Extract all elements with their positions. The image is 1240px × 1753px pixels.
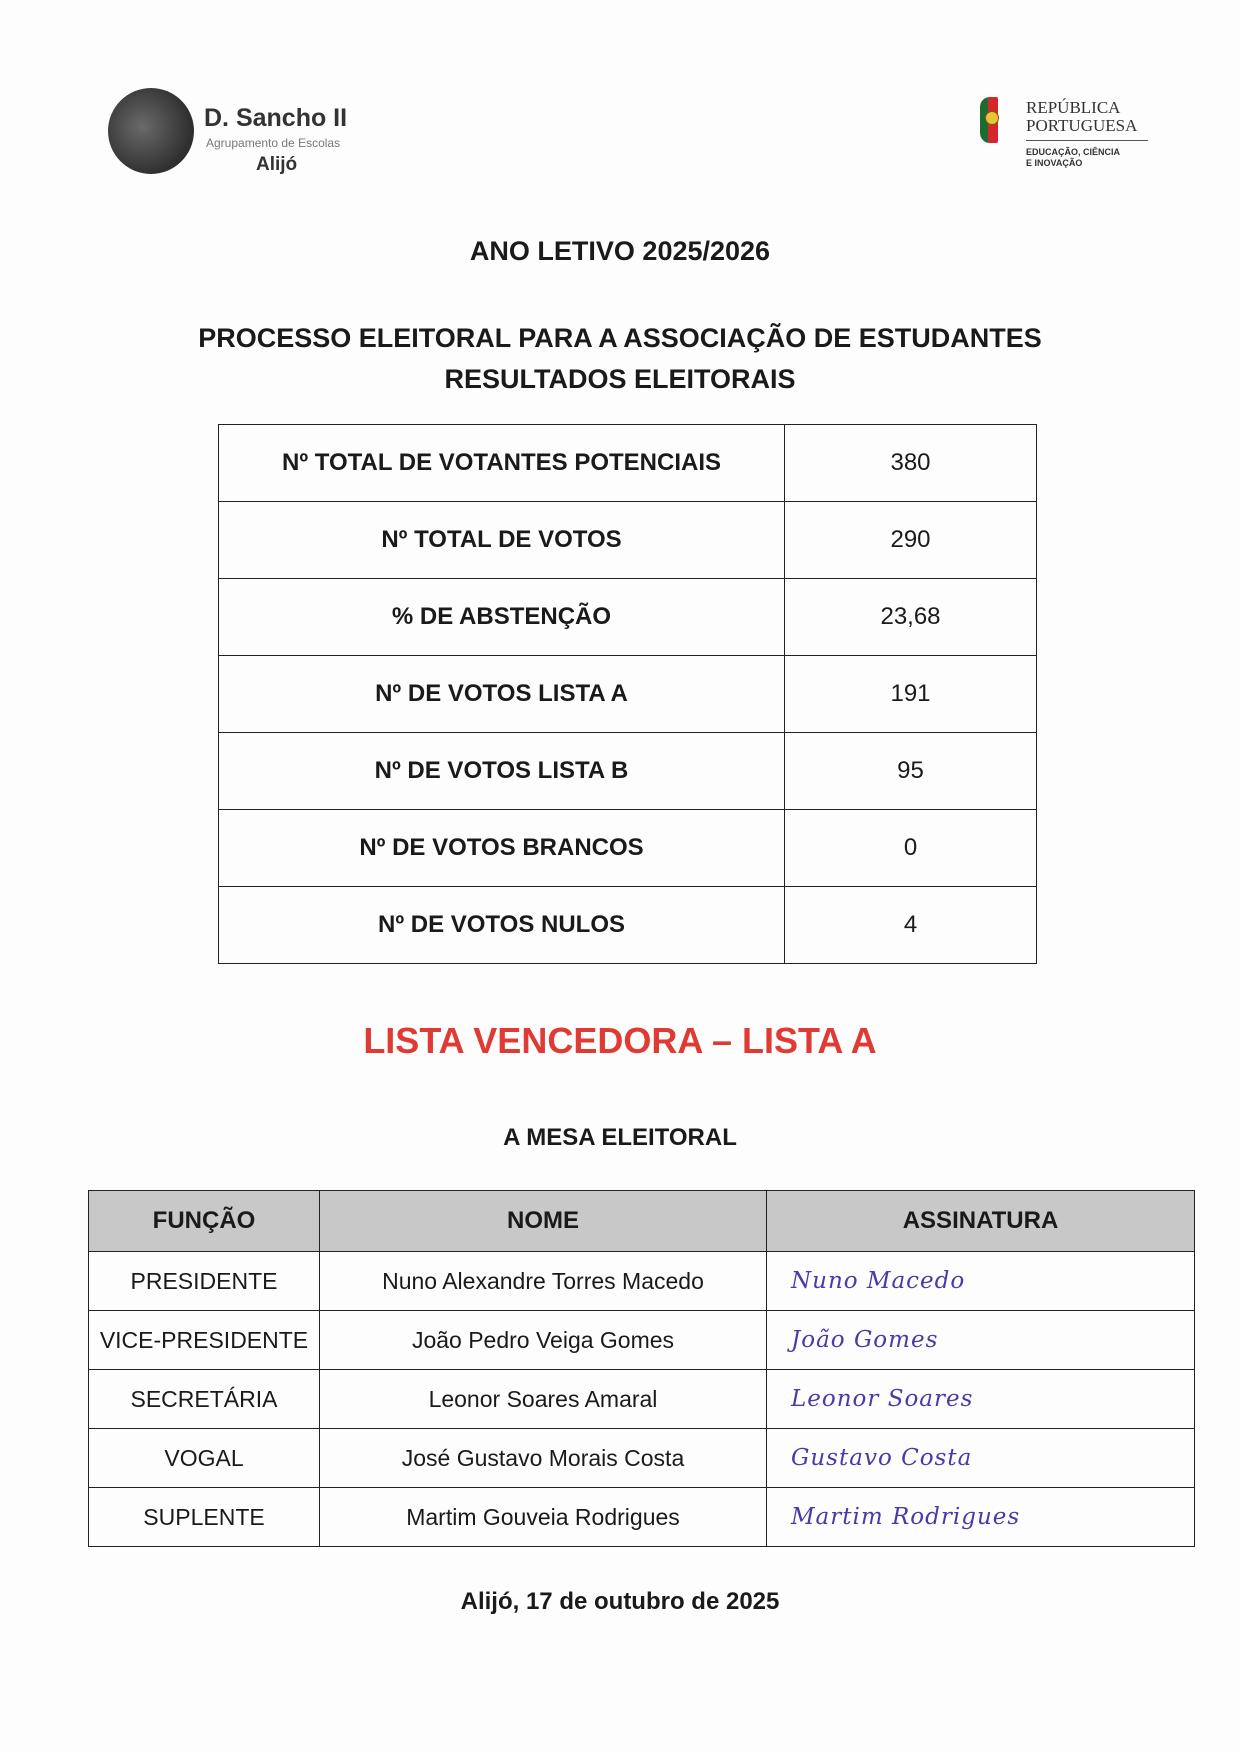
table-row <box>219 425 1037 502</box>
result-value: 95 <box>785 733 1037 810</box>
school-year-title: ANO LETIVO 2025/2026 <box>469 236 771 266</box>
result-value: 23,68 <box>785 579 1037 656</box>
member-name: Nuno Alexandre Torres Macedo <box>320 1252 767 1311</box>
heading-line-1: PROCESSO ELEITORAL PARA A ASSOCIAÇÃO DE ESTUDANTES <box>198 323 1042 353</box>
document-heading <box>0 318 1240 400</box>
table-row <box>89 1429 1195 1488</box>
member-name: Martim Gouveia Rodrigues <box>320 1488 767 1547</box>
member-role: SECRETÁRIA <box>89 1370 320 1429</box>
result-label: Nº DE VOTOS LISTA A <box>219 656 785 733</box>
table-row <box>89 1488 1195 1547</box>
member-role: PRESIDENTE <box>89 1252 320 1311</box>
member-name: João Pedro Veiga Gomes <box>320 1311 767 1370</box>
member-signature: Gustavo Costa <box>767 1429 1195 1488</box>
member-role: VOGAL <box>89 1429 320 1488</box>
header-funcao: FUNÇÃO <box>89 1191 320 1252</box>
table-row <box>219 656 1037 733</box>
result-label: Nº DE VOTOS BRANCOS <box>219 810 785 887</box>
school-town: Alijó <box>256 154 298 175</box>
school-logo <box>108 86 428 182</box>
heading-line-2: RESULTADOS ELEITORAIS <box>444 364 796 394</box>
result-value: 191 <box>785 656 1037 733</box>
portugal-flag-icon <box>980 97 998 143</box>
header-assinatura: ASSINATURA <box>767 1191 1195 1252</box>
table-row <box>219 502 1037 579</box>
member-role: VICE-PRESIDENTE <box>89 1311 320 1370</box>
member-signature: João Gomes <box>767 1311 1195 1370</box>
result-value: 0 <box>785 810 1037 887</box>
table-row <box>219 579 1037 656</box>
table-row <box>219 733 1037 810</box>
divider <box>1026 140 1148 141</box>
table-row <box>89 1252 1195 1311</box>
table-row <box>89 1370 1195 1429</box>
member-name: Leonor Soares Amaral <box>320 1370 767 1429</box>
result-label: Nº DE VOTOS NULOS <box>219 887 785 964</box>
school-emblem-icon <box>108 88 194 174</box>
table-row <box>219 887 1037 964</box>
results-table <box>218 424 1037 964</box>
school-name: D. Sancho II <box>204 104 348 132</box>
result-label: Nº DE VOTOS LISTA B <box>219 733 785 810</box>
result-label: Nº TOTAL DE VOTOS <box>219 502 785 579</box>
result-label: Nº TOTAL DE VOTANTES POTENCIAIS <box>219 425 785 502</box>
member-signature: Martim Rodrigues <box>767 1488 1195 1547</box>
table-row <box>219 810 1037 887</box>
table-row <box>89 1311 1195 1370</box>
member-role: SUPLENTE <box>89 1488 320 1547</box>
result-value: 290 <box>785 502 1037 579</box>
result-value: 4 <box>785 887 1037 964</box>
document-date: Alijó, 17 de outubro de 2025 <box>460 1588 780 1615</box>
school-subtitle: Agrupamento de Escolas <box>206 136 341 150</box>
government-logo <box>980 95 1160 185</box>
mesa-table <box>88 1190 1195 1547</box>
member-name: José Gustavo Morais Costa <box>320 1429 767 1488</box>
header-nome: NOME <box>320 1191 767 1252</box>
ministry-name: EDUCAÇÃO, CIÊNCIA E INOVAÇÃO <box>1026 147 1121 168</box>
result-label: % DE ABSTENÇÃO <box>219 579 785 656</box>
mesa-title: A MESA ELEITORAL <box>503 1124 737 1151</box>
result-value: 380 <box>785 425 1037 502</box>
gov-name: REPÚBLICA PORTUGUESA <box>1026 98 1138 135</box>
member-signature: Leonor Soares <box>767 1370 1195 1429</box>
winner-announcement: LISTA VENCEDORA – LISTA A <box>363 1020 877 1061</box>
member-signature: Nuno Macedo <box>767 1252 1195 1311</box>
